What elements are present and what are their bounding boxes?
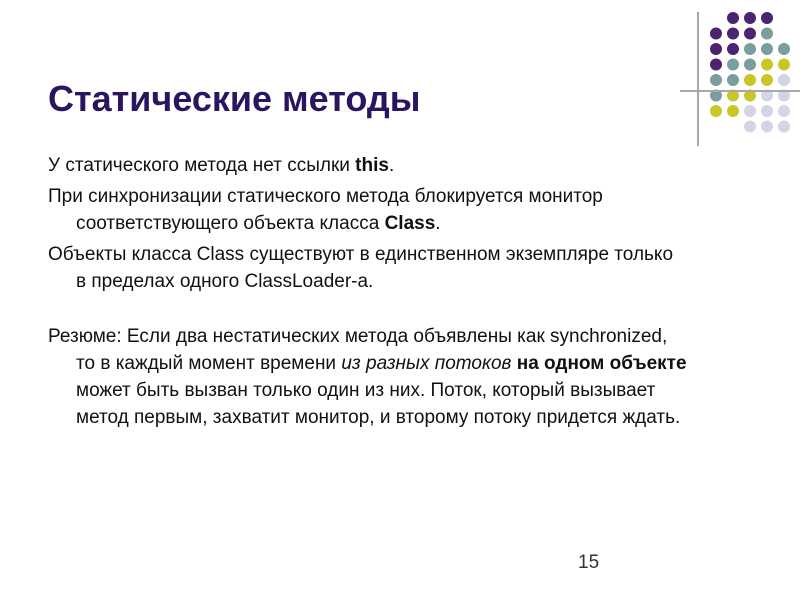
decorative-dot — [761, 59, 773, 71]
decorative-dot — [727, 43, 739, 55]
decorative-dot — [778, 121, 790, 133]
decorative-dot — [761, 12, 773, 24]
decorative-dot — [744, 105, 756, 117]
decorative-dot — [727, 105, 739, 117]
decorative-dot — [778, 105, 790, 117]
decorative-vertical-line — [697, 12, 699, 146]
decorative-dot-grid — [700, 8, 800, 138]
keyword-this: this — [355, 155, 389, 176]
decorative-dot — [778, 74, 790, 86]
slide-body — [48, 152, 688, 435]
page-number: 15 — [578, 552, 600, 573]
decorative-dot — [710, 59, 722, 71]
decorative-dot — [761, 105, 773, 117]
paragraph-1: У статического метода нет ссылки this. — [48, 155, 395, 176]
paragraph-3: Объекты класса Class существуют в единственном экземпляре только в пределах одного ClassLoader-а. — [48, 244, 674, 292]
paragraph-2: При синхронизации статического метода блокируется монитор соответствующего объекта класса Class. — [48, 186, 603, 234]
keyword-class: Class — [384, 213, 436, 234]
decorative-dot — [710, 43, 722, 55]
decorative-dot — [710, 105, 722, 117]
paragraph-summary: Резюме: Если два нестатических метода объявлены как synchronized, то в каждый момент времени из разных потоков на одном объекте может быть вызван только один из них. Поток, который вызывает метод первым, захватит монитор, и второму потоку придется ждать. — [48, 326, 687, 428]
slide-title: Статические методы — [48, 78, 421, 119]
decorative-dot — [727, 28, 739, 40]
decorative-dot — [744, 43, 756, 55]
emphasis-different-threads: из разных потоков — [341, 353, 512, 374]
decorative-dot — [761, 43, 773, 55]
decorative-dot — [744, 121, 756, 133]
decorative-dot — [744, 12, 756, 24]
decorative-dot — [744, 28, 756, 40]
decorative-dot — [778, 43, 790, 55]
decorative-dot — [744, 59, 756, 71]
decorative-dot — [710, 74, 722, 86]
decorative-dot — [727, 74, 739, 86]
decorative-horizontal-line — [680, 90, 800, 92]
decorative-dot — [761, 28, 773, 40]
decorative-dot — [727, 12, 739, 24]
decorative-dot — [761, 121, 773, 133]
decorative-dot — [761, 74, 773, 86]
decorative-dot — [778, 59, 790, 71]
decorative-dot — [744, 74, 756, 86]
emphasis-same-object: на одном объекте — [516, 353, 687, 374]
decorative-dot — [710, 28, 722, 40]
decorative-dot — [727, 59, 739, 71]
